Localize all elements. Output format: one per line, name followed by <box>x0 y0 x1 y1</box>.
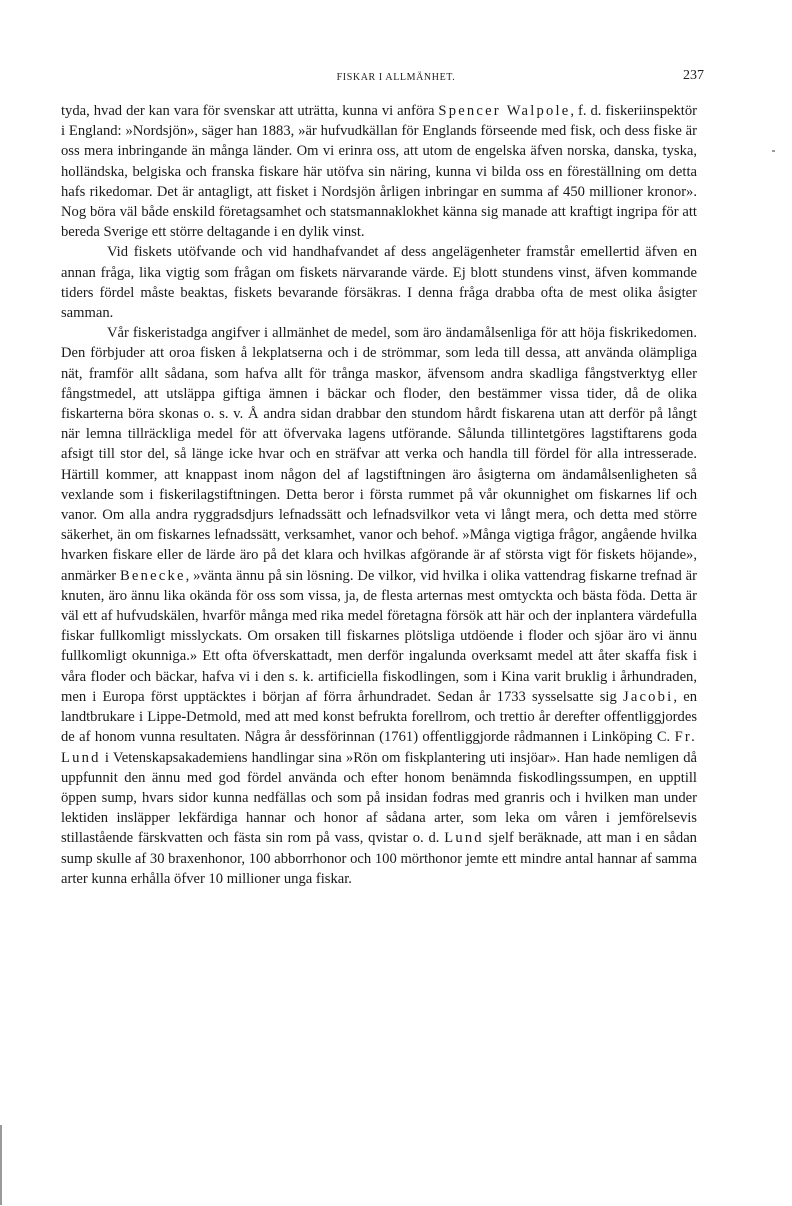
author-name: Spencer Walpole <box>438 103 571 119</box>
text-run: Vår fiskeristadga angifver i allmänhet de medel, som äro ändamålsenliga för att höja fiskrikedomen. Den förbjuder att oroa fisken å lekplatserna och i de strömmar, som leda till dessa, att använda olämpliga nät, framför allt sådana, som hafva allt för trånga maskor, äfvensom andra skadliga fångstverktyg eller fångstmedel, att utsläppa giftiga ämnen i bäckar och floder, den bestämmer vissa tider, då de olika fiskarterna böra skonas o. s. v. Å andra sidan drabbar den stundom hårdt fiskarena utan att derför på långt när lemna tillräckliga medel för att öfvervaka lagens utförande. Sålunda tillintetgöres lagstiftarens goda afsigt till stor del, så länge icke hvar och en sträfvar att verka och handla till fördel för alla intresserade. Härtill kommer, att knappast inom någon del af lagstiftningen äro åsigterna om ändamålsenligheten så vexlande som i fiskerilagstiftningen. Detta beror i första rummet på vår okunnighet om fiskarnes lif och vanor. Om alla andra ryggradsdjurs lefnadssätt och lefnadsvilkor veta vi långt mera, och detta med större säkerhet, än om fiskarnes lefnadssätt, verksamhet, vanor och behof. »Många vigtiga frågor, angående hvilka hvarken fiskare eller de lärde äro på det klara och hvilkas afgörande är af största vigt för fiskets höjande», anmärker <box>61 325 697 584</box>
text-run: , en landtbrukare i Lippe-Detmold, med att med konst befrukta forellrom, och trettio år derefter offentliggjordes de af honom vunna resultaten. Några år dessförinnan (1761) offentliggjorde rådmannen i Linköping C. <box>61 688 697 746</box>
text-run: tyda, hvad der kan vara för svenskar att uträtta, kunna vi anföra <box>61 103 439 119</box>
author-name: Lund <box>444 830 484 847</box>
paragraph <box>61 323 697 889</box>
paragraph <box>61 101 697 242</box>
page-number: 237 <box>683 68 704 83</box>
running-title: FISKAR I ALLMÄNHET. <box>336 72 456 83</box>
text-run: , »vänta ännu på sin lösning. De vilkor, vid hvilka i olika vattendrag fiskarne trefnad är knuten, äro ännu lika okända för oss som vissa, ja, de flesta arternas mest omtyckta och bästa föda. Detta är väl ett af hufvudskälen, hvarför många med rika medel företagna försök att här och der inplantera värdefulla fiskar fullkomligt misslyckats. Om orsaken till fiskarnes plötsliga utdöende i floder och sjöar äro vi ännu fullkomligt okunniga.» Ett ofta öfverskattadt, men derför ingalunda overksamt medel att åter skaffa fisk i våra floder och bäckar, hafva vi i den s. k. artificiella fiskodlingen, som i Kina varit bruklig i århundraden, men i Europa först upptäcktes i början af förra århundradet. Sedan år 1733 sysselsatte sig <box>61 567 698 705</box>
scan-mark <box>772 150 775 152</box>
text-run: i Vetenskapsakademiens handlingar sina »Rön om fiskplantering uti insjöar». Han hade nemligen då uppfunnit den ännu med god fördel använda och efter honom benämnda fiskodlingssumpen, en upptill öppen sump, hvars sidor kunna nedfällas och som på insidan fodras med granris och i hvilken man under lektiden insläpper lekfärdiga hannar och honor af sådana arter, som leka om våren i jemförelsevis stillastående färskvatten och fästa sin rom på vass, qvistar o. d. <box>61 749 697 847</box>
text-run: , f. d. fiskeriinspektör i England: »Nordsjön», säger han 1883, »är hufvudkällan för Englands förseende med fisk, och dess fiske är oss mera inbringande än många länder. Om vi erinra oss, att utom de engelska äfven norska, danska, tyska, holländska, belgiska och franska fiskare här utöfva sin näring, kunna vi bilda oss en föreställning om detta hafs rikedomar. Det är antagligt, att fisket i Nordsjön årligen inbringar en summa af 450 millioner kronor». Nog böra väl både enskild företagsamhet och statsmannaklokhet känna sig manade att kraftigt ingripa för att bereda Sverige ett större deltagande i en dylik vinst. <box>61 103 697 241</box>
author-name: Benecke <box>120 567 186 584</box>
author-name: Jacobi <box>622 688 674 705</box>
text-run: Vid fiskets utöfvande och vid handhafvandet af dess angelägenheter framstår emellertid äfven en annan fråga, lika vigtig som frågan om fiskets närvarande värde. Ej blott stundens vinst, äfven kommande tiders fördel måste beaktas, fiskets bevarande försäkras. I denna fråga drabba ofta de mest olika åsigter samman. <box>61 244 697 322</box>
text-run: sjelf beräknade, att man i en sådan sump skulle af 30 braxenhonor, 100 abborrhonor och 100 mörthonor jemte ett mindre antal hannar af samma arter kunna erhålla öfver 10 millioner unga fiskar. <box>61 830 697 887</box>
scan-edge <box>0 1125 2 1205</box>
paragraph <box>61 242 697 323</box>
author-name: Fr. Lund <box>61 729 697 766</box>
body-text <box>61 101 697 889</box>
